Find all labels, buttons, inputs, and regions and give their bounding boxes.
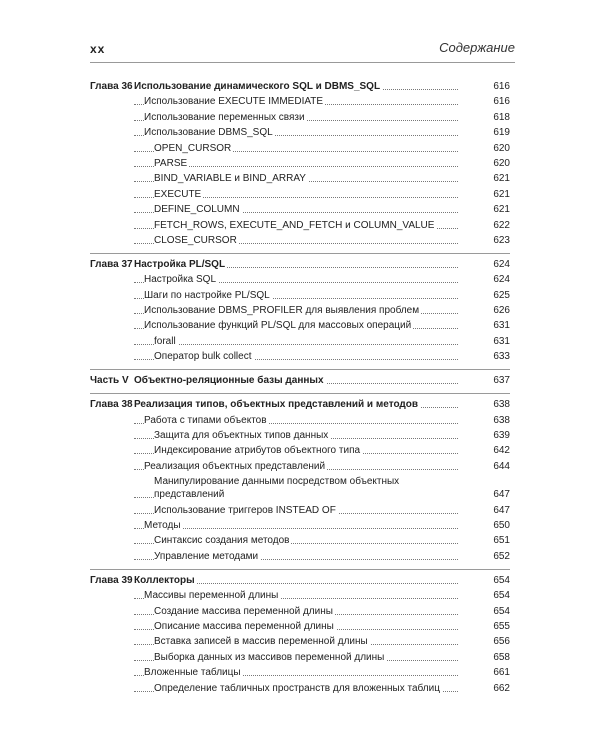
page-header (90, 40, 515, 63)
page-ref: 654 (493, 605, 510, 617)
chapter-label: Глава 37 (90, 258, 133, 270)
entry-title: Использование EXECUTE IMMEDIATE (144, 96, 324, 108)
page-ref: 625 (493, 289, 510, 301)
page-ref: 656 (493, 636, 510, 648)
entry-title: Описание массива переменной длины (154, 620, 334, 632)
entry-title: Синтаксис создания методов (154, 535, 290, 547)
page-ref: 621 (493, 204, 510, 216)
page-ref: 618 (493, 111, 510, 123)
section-divider (90, 369, 510, 370)
entry-title: Выборка данных из массивов переменной длины (154, 651, 385, 663)
toc-chapter-row[interactable] (90, 80, 510, 93)
page-ref: 647 (493, 504, 510, 516)
toc-entry[interactable] (90, 203, 510, 216)
toc-entry[interactable] (90, 550, 510, 563)
entry-title: Оператор bulk collect (154, 351, 252, 363)
toc-entry[interactable] (90, 589, 510, 602)
entry-title: Использование DBMS_SQL (144, 127, 273, 139)
toc-entry[interactable] (90, 188, 510, 201)
page-ref: 623 (493, 234, 510, 246)
chapter-title: Настройка PL/SQL (134, 258, 226, 270)
entry-title: Вставка записей в массив переменной длины (154, 636, 368, 648)
page-ref: 655 (493, 620, 510, 632)
toc-entry[interactable] (90, 289, 510, 302)
toc-entry[interactable] (90, 666, 510, 679)
entry-title: Создание массива переменной длины (154, 605, 333, 617)
toc-entry[interactable] (90, 95, 510, 108)
toc-entry[interactable] (90, 475, 510, 501)
page-ref: 637 (493, 375, 510, 387)
toc-entry[interactable] (90, 126, 510, 139)
toc-entry[interactable] (90, 460, 510, 473)
page-ref: 662 (493, 682, 510, 694)
toc-entry[interactable] (90, 519, 510, 532)
toc-entry[interactable] (90, 157, 510, 170)
entry-title: Вложенные таблицы (144, 667, 241, 679)
entry-title: Настройка SQL (144, 274, 217, 286)
page-ref: 619 (493, 127, 510, 139)
toc-entry[interactable] (90, 620, 510, 633)
entry-title: Работа с типами объектов (144, 414, 267, 426)
toc-entry[interactable] (90, 219, 510, 232)
page-ref: 631 (493, 335, 510, 347)
page-ref: 642 (493, 445, 510, 457)
entry-title: Манипулирование данными посредством объектных (154, 475, 482, 488)
page-number: xx (90, 42, 106, 56)
entry-title: Реализация объектных представлений (144, 460, 326, 472)
entry-title: Индексирование атрибутов объектного типа (154, 445, 361, 457)
chapter-label: Глава 39 (90, 574, 133, 586)
entry-title: Использование триггеров INSTEAD OF (154, 504, 336, 516)
toc-entry[interactable] (90, 651, 510, 664)
page-ref: 620 (493, 157, 510, 169)
entry-title: forall (154, 335, 176, 347)
page-ref: 616 (493, 96, 510, 108)
running-title: Содержание (439, 40, 515, 55)
page-ref: 652 (493, 550, 510, 562)
page-ref: 647 (493, 489, 510, 501)
entry-title: Определение табличных пространств для вложенных таблиц (154, 682, 440, 694)
toc-chapter-row[interactable] (90, 258, 510, 271)
page-ref: 658 (493, 651, 510, 663)
entry-title: FETCH_ROWS, EXECUTE_AND_FETCH и COLUMN_VALUE (154, 219, 435, 231)
chapter-title: Объектно-реляционные базы данных (134, 375, 324, 387)
entry-title: Шаги по настройке PL/SQL (144, 289, 270, 301)
toc-entry[interactable] (90, 534, 510, 547)
toc-entry[interactable] (90, 350, 510, 363)
page-ref: 650 (493, 519, 510, 531)
toc-chapter-row[interactable] (90, 398, 510, 411)
chapter-label: Глава 36 (90, 81, 133, 92)
entry-title: Использование функций PL/SQL для массовых операций (144, 320, 412, 332)
toc-entry[interactable] (90, 605, 510, 618)
page-ref: 616 (493, 81, 510, 92)
entry-title: CLOSE_CURSOR (154, 234, 237, 246)
entry-title: DEFINE_COLUMN (154, 204, 240, 216)
toc-entry[interactable] (90, 635, 510, 648)
page-ref: 633 (493, 351, 510, 363)
page-ref: 621 (493, 173, 510, 185)
chapter-title: Реализация типов, объектных представлений и методов (134, 399, 419, 411)
toc-entry[interactable] (90, 111, 510, 124)
entry-title: OPEN_CURSOR (154, 142, 232, 154)
entry-title: Использование DBMS_PROFILER для выявления проблем (144, 305, 420, 317)
page-ref: 654 (493, 590, 510, 602)
toc-chapter-row[interactable] (90, 374, 510, 387)
entry-title-cont: представлений (154, 488, 482, 501)
entry-title: EXECUTE (154, 188, 202, 200)
toc-entry[interactable] (90, 304, 510, 317)
page-ref: 631 (493, 320, 510, 332)
toc-entry[interactable] (90, 504, 510, 517)
toc-entry[interactable] (90, 142, 510, 155)
toc-entry[interactable] (90, 444, 510, 457)
page-ref: 638 (493, 399, 510, 411)
page-ref: 620 (493, 142, 510, 154)
chapter-label: Часть V (90, 375, 129, 387)
entry-title: Массивы переменной длины (144, 590, 279, 602)
chapter-title: Коллекторы (134, 574, 195, 586)
toc-entry[interactable] (90, 234, 510, 247)
entry-title: PARSE (154, 157, 188, 169)
entry-title: Защита для объектных типов данных (154, 430, 329, 442)
toc-entry[interactable] (90, 682, 510, 695)
page-ref: 651 (493, 535, 510, 547)
page-ref: 644 (493, 460, 510, 472)
toc-entry[interactable] (90, 319, 510, 332)
section-divider (90, 393, 510, 394)
section-divider (90, 253, 510, 254)
page-ref: 621 (493, 188, 510, 200)
entry-title: Методы (144, 519, 181, 531)
page-ref: 624 (493, 258, 510, 270)
section-divider (90, 569, 510, 570)
entry-title: BIND_VARIABLE и BIND_ARRAY (154, 173, 306, 185)
page-ref: 624 (493, 274, 510, 286)
page-ref: 622 (493, 219, 510, 231)
chapter-title: Использование динамического SQL и DBMS_SQL (134, 81, 381, 92)
table-of-contents (90, 80, 510, 697)
page-ref: 638 (493, 414, 510, 426)
toc-entry[interactable] (90, 273, 510, 286)
page-ref: 639 (493, 430, 510, 442)
toc-chapter-row[interactable] (90, 574, 510, 587)
toc-entry[interactable] (90, 429, 510, 442)
page-ref: 661 (493, 667, 510, 679)
entry-title: Управление методами (154, 550, 259, 562)
toc-entry[interactable] (90, 335, 510, 348)
toc-entry[interactable] (90, 414, 510, 427)
toc-entry[interactable] (90, 172, 510, 185)
chapter-label: Глава 38 (90, 399, 133, 411)
page-ref: 626 (493, 305, 510, 317)
page-ref: 654 (493, 574, 510, 586)
entry-title: Использование переменных связи (144, 111, 305, 123)
